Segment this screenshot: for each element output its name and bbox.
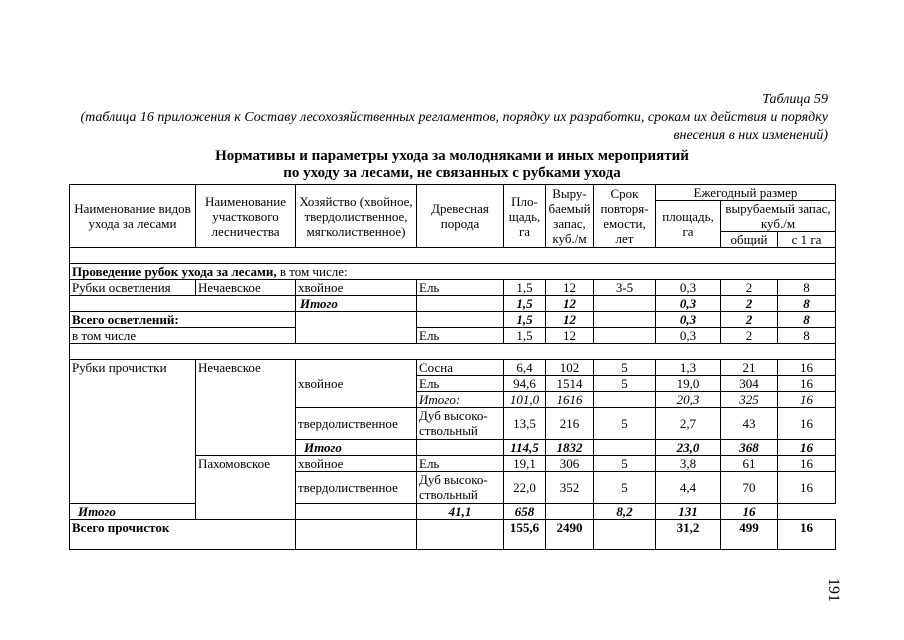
cell-stock: 306 (546, 456, 594, 472)
cell-species: Ель (417, 456, 504, 472)
cell-stock: 12 (546, 328, 594, 344)
cell-per-ha: 16 (778, 456, 836, 472)
section-row (70, 264, 836, 280)
empty-row (70, 248, 836, 264)
cell-period: 5 (594, 376, 656, 392)
cell-area: 94,6 (504, 376, 546, 392)
cell-label: Итого: (417, 392, 504, 408)
table-row (70, 280, 836, 296)
cell-period: 5 (594, 472, 656, 504)
cell-area: 41,1 (417, 504, 504, 520)
cell-area: 13,5 (504, 408, 546, 440)
cell-stock: 2490 (546, 520, 594, 550)
cell-total: 304 (721, 376, 778, 392)
table-row (70, 504, 836, 520)
cell-total: 2 (721, 280, 778, 296)
cell-total: 2 (721, 328, 778, 344)
cell-annual-area: 23,0 (656, 440, 721, 456)
cell-economy: твердолиственное (296, 408, 417, 440)
cell-area: 1,5 (504, 312, 546, 328)
cell-species: Дуб высоко-ствольный (417, 472, 504, 504)
cell-area: 1,5 (504, 328, 546, 344)
cell-period: 5 (594, 456, 656, 472)
table-row (70, 520, 836, 550)
cell-label: Итого (70, 504, 196, 520)
header-economy: Хозяйство (хвойное, твердолиственное, мягколиственное) (296, 185, 417, 248)
cell-per-ha: 16 (778, 360, 836, 376)
cell-stock: 352 (546, 472, 594, 504)
cell-stock: 216 (546, 408, 594, 440)
cell-total: 2 (721, 296, 778, 312)
cell-per-ha: 16 (778, 392, 836, 408)
cell-period: 3-5 (594, 280, 656, 296)
table-caption: (таблица 16 приложения к Составу лесохозяйственных регламентов, порядку их разработки, срокам их действия и порядку внесения в них изменений) (80, 110, 828, 143)
cell-per-ha: 8 (778, 328, 836, 344)
cell-total: 61 (721, 456, 778, 472)
cell-stock: 12 (546, 312, 594, 328)
header-forestry: Наименование участкового лесничества (196, 185, 296, 248)
cell-area: 1,5 (504, 296, 546, 312)
cell-name: Рубки прочистки (70, 360, 196, 504)
cell-name: Рубки осветления (70, 280, 196, 296)
cell-per-ha: 16 (721, 504, 778, 520)
cell-stock: 1616 (546, 392, 594, 408)
cell-label: Всего прочисток (70, 520, 296, 550)
cell-species: Дуб высоко-ствольный (417, 408, 504, 440)
cell-per-ha: 16 (778, 520, 836, 550)
cell-stock: 12 (546, 296, 594, 312)
cell-species: Ель (417, 328, 504, 344)
norms-table (69, 184, 836, 550)
section-label-rest: в том числе: (276, 264, 348, 279)
empty-row (70, 344, 836, 360)
cell-annual-area: 1,3 (656, 360, 721, 376)
cell-label: Итого (296, 440, 417, 456)
cell-label: Итого (296, 296, 417, 312)
cell-annual-area: 0,3 (656, 328, 721, 344)
header-period: Срок повторя-емости, лет (594, 185, 656, 248)
cell-species: Ель (417, 280, 504, 296)
cell-label: Всего осветлений: (70, 312, 296, 328)
header-types: Наименование видов ухода за лесами (70, 185, 196, 248)
cell-period: 5 (594, 408, 656, 440)
cell-area: 19,1 (504, 456, 546, 472)
cell-total: 499 (721, 520, 778, 550)
cell-per-ha: 16 (778, 440, 836, 456)
cell-annual-area: 0,3 (656, 296, 721, 312)
cell-annual-area: 20,3 (656, 392, 721, 408)
cell-area: 22,0 (504, 472, 546, 504)
header-species: Древесная порода (417, 185, 504, 248)
cell-economy: хвойное (296, 456, 417, 472)
cell-per-ha: 8 (778, 296, 836, 312)
header-per-ha: с 1 га (778, 232, 836, 248)
cell-species: Сосна (417, 360, 504, 376)
cell-stock: 1832 (546, 440, 594, 456)
table-row (70, 296, 836, 312)
cell-species: Ель (417, 376, 504, 392)
header-annual-area: площадь, га (656, 201, 721, 248)
cell-economy: хвойное (296, 360, 417, 408)
cell-total: 325 (721, 392, 778, 408)
cell-per-ha: 8 (778, 280, 836, 296)
cell-total: 70 (721, 472, 778, 504)
table-title-line-1: Нормативы и параметры ухода за молодняками и иных мероприятий (215, 148, 689, 164)
table-title-line-2: по уходу за лесами, не связанных с рубками ухода (283, 165, 621, 181)
cell-per-ha: 16 (778, 376, 836, 392)
cell-annual-area: 2,7 (656, 408, 721, 440)
cell-economy: твердолиственное (296, 472, 417, 504)
cell-area: 101,0 (504, 392, 546, 408)
cell-annual-area: 3,8 (656, 456, 721, 472)
cell-total: 2 (721, 312, 778, 328)
table-row (70, 328, 836, 344)
cell-stock: 658 (504, 504, 546, 520)
table-row (70, 360, 836, 376)
cell-annual-area: 0,3 (656, 280, 721, 296)
cell-period: 5 (594, 360, 656, 376)
section-label: Проведение рубок ухода за лесами, (72, 264, 277, 279)
cell-total: 368 (721, 440, 778, 456)
cell-stock: 1514 (546, 376, 594, 392)
cell-annual-area: 4,4 (656, 472, 721, 504)
cell-stock: 102 (546, 360, 594, 376)
cell-area: 155,6 (504, 520, 546, 550)
cell-total: 131 (656, 504, 721, 520)
cell-total: 43 (721, 408, 778, 440)
cell-forestry: Нечаевское (196, 360, 296, 456)
cell-area: 6,4 (504, 360, 546, 376)
header-row (70, 185, 836, 201)
cell-per-ha: 16 (778, 472, 836, 504)
cell-economy: хвойное (296, 280, 417, 296)
header-area: Пло-щадь, га (504, 185, 546, 248)
cell-per-ha: 16 (778, 408, 836, 440)
header-total: общий (721, 232, 778, 248)
cell-total: 21 (721, 360, 778, 376)
cell-annual-area: 0,3 (656, 312, 721, 328)
cell-annual-area: 19,0 (656, 376, 721, 392)
page-number: 191 (825, 578, 842, 602)
cell-area: 1,5 (504, 280, 546, 296)
cell-forestry: Пахомовское (196, 456, 296, 520)
cell-area: 114,5 (504, 440, 546, 456)
header-annual: Ежегодный размер (656, 185, 836, 201)
cell-annual-area: 8,2 (594, 504, 656, 520)
cell-label: в том числе (70, 328, 296, 344)
cell-stock: 12 (546, 280, 594, 296)
cell-forestry: Нечаевское (196, 280, 296, 296)
header-annual-stock: вырубаемый запас, куб./м (721, 201, 836, 232)
cell-annual-area: 31,2 (656, 520, 721, 550)
table-row (70, 312, 836, 328)
cell-per-ha: 8 (778, 312, 836, 328)
header-stock: Выру-баемый запас, куб./м (546, 185, 594, 248)
table-number: Таблица 59 (762, 92, 828, 107)
